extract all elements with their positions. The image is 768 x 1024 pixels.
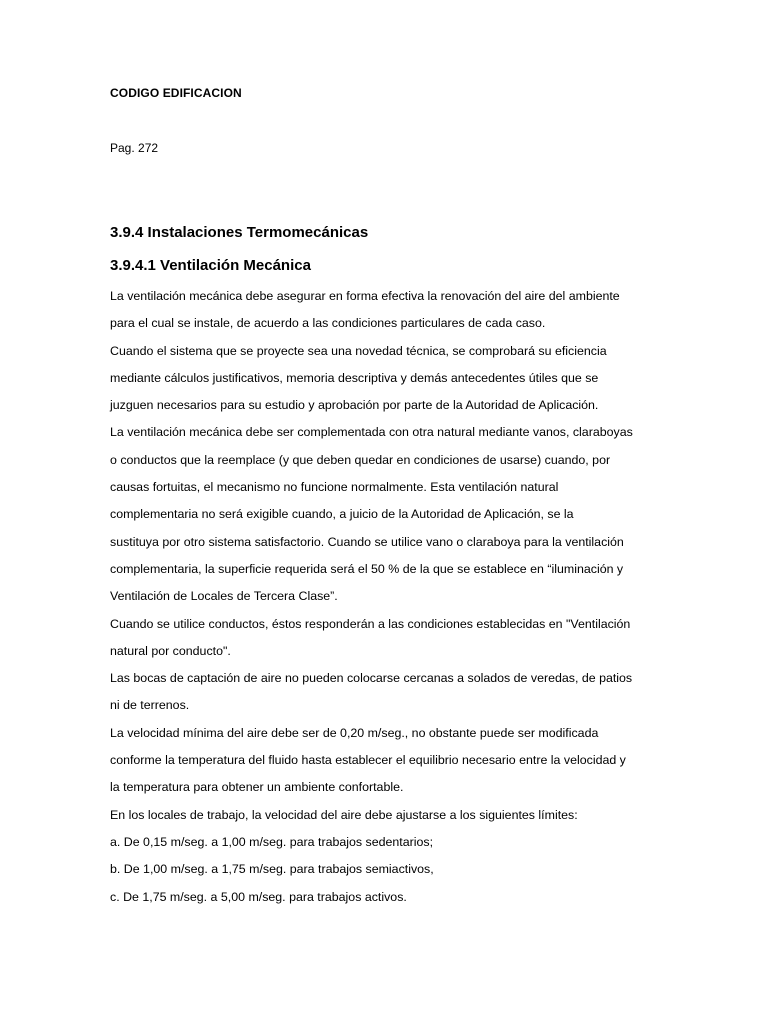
body-line: o conductos que la reemplace (y que deben quedar en condiciones de usarse) cuando, por [110, 452, 611, 467]
body-line: En los locales de trabajo, la velocidad del aire debe ajustarse a los siguientes límites: [110, 807, 578, 822]
body-line: complementaria no será exigible cuando, a juicio de la Autoridad de Aplicación, se la [110, 507, 574, 522]
body-text [110, 286, 670, 914]
body-line: Cuando se utilice conductos, éstos responderán a las condiciones establecidas en "Ventilación [110, 616, 631, 631]
body-line: ni de terrenos. [110, 698, 190, 713]
body-line: La velocidad mínima del aire debe ser de 0,20 m/seg., no obstante puede ser modificada [110, 725, 599, 740]
body-line: natural por conducto". [110, 643, 231, 658]
body-line: mediante cálculos justificativos, memoria descriptiva y demás antecedentes útiles que se [110, 370, 599, 385]
body-line: sustituya por otro sistema satisfactorio. Cuando se utilice vano o claraboya para la ventilación [110, 534, 624, 549]
body-line: c. De 1,75 m/seg. a 5,00 m/seg. para trabajos activos. [110, 889, 407, 904]
body-line: la temperatura para obtener un ambiente confortable. [110, 780, 404, 795]
section-heading: 3.9.4 Instalaciones Termomecánicas [110, 224, 369, 241]
document-header-title: CODIGO EDIFICACION [110, 86, 242, 100]
subsection-heading: 3.9.4.1 Ventilación Mecánica [110, 257, 311, 274]
body-line: conforme la temperatura del fluido hasta establecer el equilibrio necesario entre la velocidad y [110, 753, 626, 768]
body-line: juzguen necesarios para su estudio y aprobación por parte de la Autoridad de Aplicación. [110, 398, 599, 413]
body-line: Ventilación de Locales de Tercera Clase”. [110, 589, 338, 604]
body-line: Cuando el sistema que se proyecte sea una novedad técnica, se comprobará su eficiencia [110, 343, 607, 358]
body-line: a. De 0,15 m/seg. a 1,00 m/seg. para trabajos sedentarios; [110, 834, 434, 849]
body-line: causas fortuitas, el mecanismo no funcione normalmente. Esta ventilación natural [110, 480, 559, 495]
body-line: La ventilación mecánica debe asegurar en forma efectiva la renovación del aire del ambiente [110, 289, 620, 303]
page-number: Pag. 272 [110, 141, 159, 155]
body-line: complementaria, la superficie requerida será el 50 % de la que se establece en “iluminación y [110, 561, 624, 576]
body-line: Las bocas de captación de aire no pueden colocarse cercanas a solados de veredas, de patios [110, 671, 633, 686]
body-line: La ventilación mecánica debe ser complementada con otra natural mediante vanos, claraboyas [110, 425, 633, 440]
body-line: para el cual se instale, de acuerdo a las condiciones particulares de cada caso. [110, 316, 546, 331]
body-line: b. De 1,00 m/seg. a 1,75 m/seg. para trabajos semiactivos, [110, 862, 434, 877]
